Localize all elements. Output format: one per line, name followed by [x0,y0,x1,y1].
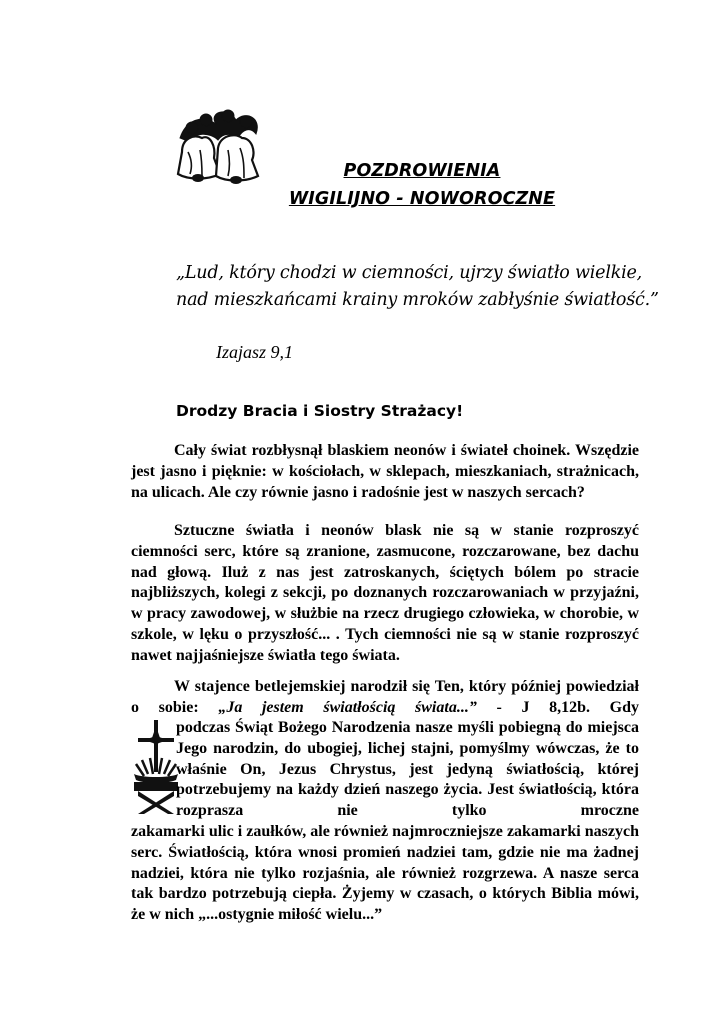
paragraph-2 [131,521,639,667]
paragraph-3-wrap-text: podczas Świąt Bożego Narodzenia nasze myśli pobiegną do miejsca Jego narodzin, do ubogiej, lichej stajni, pomyślmy wówczas, że to właśnie On, Jezus Chrystus, jest jedyną światłością, której potrzebujemy na każdy dzień naszego życia. Jest światłością, która rozprasza nie tylko mroczne [176,719,639,820]
paragraph-3-quote: „Ja jestem światłością świata...” [218,698,477,716]
scripture-quote-line2: nad mieszkańcami krainy mroków zabłyśnie światłość.” [176,290,659,310]
paragraph-2-text: Sztuczne światła i neonów blask nie są w stanie rozproszyć ciemności serc, które są zranione, zasmucone, rozczarowane, bez dachu nad głową. Iluż z nas jest zatroskanych, ściętych bólem po stracie najbliższych, kolegi z sekcji, po doznanych rozczarowaniach w przyjaźni, w pracy zawodowej, w służbie na rzecz drugiego człowieka, w chorobie, w szkole, w lęku o przyszłość... . Tych ciemności nie są w stanie rozproszyć nawet najjaśniejsze światła tego świata. [131,522,639,664]
scripture-reference: Izajasz 9,1 [216,342,294,362]
greeting: Drodzy Bracia i Siostry Strażacy! [176,402,464,420]
paragraph-3-ref: - J 8,12b. Gdy [496,698,640,716]
paragraph-3-end-text: zakamarki ulic i zaułków, ale również najmroczniejsze zakamarki naszych serc. Światłością, która wnosi promień nadziei tam, gdzie nie ma żadnej nadziei, która nie tylko rozjaśnia, ale również rozgrzewa. A nasze serca tak bardzo potrzebują ciepła. Żyjemy w czasach, o których Biblia mówi, że w nich „...ostygnie miłość wielu...” [131,823,639,924]
page-title-line1: POZDROWIENIA [343,161,501,181]
paragraph-1 [131,441,639,503]
paragraph-3-start-text: W stajence betlejemskiej narodził się Ten, który później powiedział o sobie: [131,678,639,716]
scripture-quote-line1: „Lud, który chodzi w ciemności, ujrzy światło wielkie, [176,263,643,283]
page-title-line2: WIGILIJNO - NOWOROCZNE [288,189,556,209]
paragraph-1-text: Cały świat rozbłysnął blaskiem neonów i świateł choinek. Wszędzie jest jasno i pięknie: w kościołach, w sklepach, mieszkaniach, strażnicach, na ulicach. Ale czy równie jasno i radośnie jest w naszych sercach? [131,442,639,501]
